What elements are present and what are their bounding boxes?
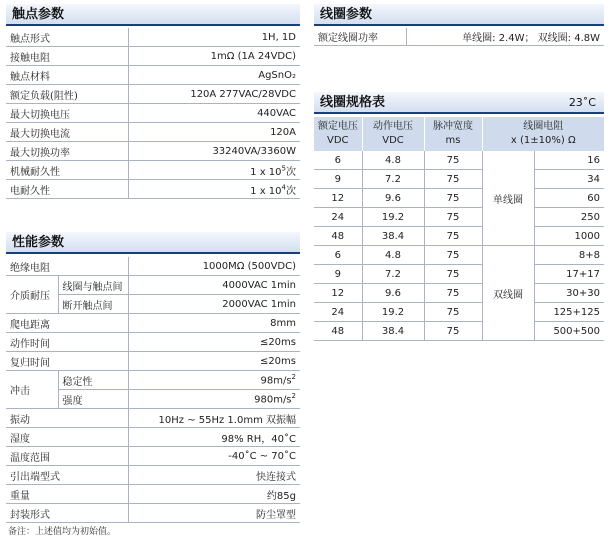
row-sublabel: 断开触点间 — [58, 295, 128, 314]
row-label: 介质耐压 — [6, 276, 58, 314]
row-label: 触点形式 — [6, 28, 128, 47]
value-base: 1 x 10 — [250, 166, 282, 178]
operate-voltage-cell: 19.2 — [362, 303, 424, 322]
pulse-width-cell: 75 — [424, 246, 482, 265]
coil-spec-header — [314, 92, 604, 114]
header-line1: 动作电压 — [373, 121, 413, 132]
rated-voltage-cell: 9 — [314, 170, 362, 189]
table-row — [6, 352, 300, 371]
row-value: 10Hz ~ 55Hz 1.0mm 双振幅 — [128, 409, 300, 428]
rated-voltage-cell: 6 — [314, 151, 362, 170]
performance-params-table — [6, 257, 300, 523]
value-exponent: 4 — [281, 183, 286, 192]
row-value: -40˚C ~ 70˚C — [128, 447, 300, 466]
row-label: 额定负载(阻性) — [6, 85, 128, 104]
row-value: 120A — [128, 123, 300, 142]
rated-voltage-cell: 6 — [314, 246, 362, 265]
table-row — [6, 123, 300, 142]
row-label: 电耐久性 — [6, 180, 128, 199]
row-label: 温度范围 — [6, 447, 128, 466]
rated-voltage-cell: 9 — [314, 265, 362, 284]
row-label: 触点材料 — [6, 66, 128, 85]
table-row — [6, 47, 300, 66]
table-row — [314, 208, 604, 227]
resistance-cell: 60 — [534, 189, 604, 208]
rated-voltage-cell: 12 — [314, 284, 362, 303]
table-row — [6, 428, 300, 447]
table-row — [314, 322, 604, 341]
table-row — [314, 265, 604, 284]
header-line1: 线圈电阻 — [523, 121, 564, 132]
pulse-width-cell: 75 — [424, 170, 482, 189]
table-row — [6, 276, 300, 295]
row-value: 1mΩ (1A 24VDC) — [128, 47, 300, 66]
column-header — [424, 117, 482, 151]
table-row — [6, 485, 300, 504]
pulse-width-cell: 75 — [424, 265, 482, 284]
header-line1: 脉冲宽度 — [433, 121, 473, 132]
coil-power-table — [314, 28, 604, 46]
resistance-cell: 34 — [534, 170, 604, 189]
footnote: 备注：上述值均为初始值。 — [8, 527, 117, 537]
value-exponent: 5 — [281, 164, 286, 173]
table-row — [6, 371, 300, 390]
row-value: ≤20ms — [128, 333, 300, 352]
row-label: 接触电阻 — [6, 47, 128, 66]
row-sublabel: 稳定性 — [58, 371, 128, 390]
table-row — [314, 303, 604, 322]
pulse-width-cell: 75 — [424, 189, 482, 208]
header-line1: 额定电压 — [318, 121, 358, 132]
operate-voltage-cell: 19.2 — [362, 208, 424, 227]
operate-voltage-cell: 4.8 — [362, 246, 424, 265]
row-label: 最大切换电压 — [6, 104, 128, 123]
row-label: 爬电距离 — [6, 314, 128, 333]
resistance-cell: 250 — [534, 208, 604, 227]
value-exponent: 2 — [291, 373, 296, 382]
table-row — [6, 85, 300, 104]
operate-voltage-cell: 4.8 — [362, 151, 424, 170]
header-line2: x (1±10%) Ω — [510, 135, 576, 146]
value-exponent: 2 — [291, 392, 296, 401]
table-row — [6, 180, 300, 199]
row-value: 快连接式 — [128, 466, 300, 485]
operate-voltage-cell: 7.2 — [362, 265, 424, 284]
table-row — [314, 284, 604, 303]
table-row — [6, 409, 300, 428]
operate-voltage-cell: 7.2 — [362, 170, 424, 189]
row-value — [128, 371, 300, 390]
header-line2: VDC — [382, 135, 404, 146]
resistance-cell: 30+30 — [534, 284, 604, 303]
table-row — [6, 447, 300, 466]
row-value: 440VAC — [128, 104, 300, 123]
rated-voltage-cell: 24 — [314, 208, 362, 227]
table-row — [314, 246, 604, 265]
table-row — [6, 466, 300, 485]
row-sublabel: 强度 — [58, 390, 128, 409]
operate-voltage-cell: 9.6 — [362, 189, 424, 208]
contact-section-header — [6, 4, 300, 26]
coil-params-title: 线圈参数 — [320, 7, 373, 22]
resistance-cell: 8+8 — [534, 246, 604, 265]
row-value: 单线圈: 2.4W； 双线圈: 4.8W — [406, 28, 604, 46]
table-row — [6, 161, 300, 180]
resistance-cell: 17+17 — [534, 265, 604, 284]
table-row — [6, 504, 300, 523]
row-value: 防尘罩型 — [128, 504, 300, 523]
coil-type-label: 单线圈 — [482, 151, 534, 246]
row-label: 绝缘电阻 — [6, 257, 128, 276]
row-value — [128, 161, 300, 180]
row-label: 机械耐久性 — [6, 161, 128, 180]
row-value: 约85g — [128, 485, 300, 504]
table-row — [314, 28, 604, 46]
row-label: 额定线圈功率 — [314, 28, 406, 46]
value-unit: 次 — [286, 185, 296, 197]
pulse-width-cell: 75 — [424, 208, 482, 227]
column-header — [482, 117, 604, 151]
row-label: 重量 — [6, 485, 128, 504]
table-row — [314, 170, 604, 189]
coil-params-header — [314, 4, 604, 26]
row-value: AgSnO₂ — [128, 66, 300, 85]
resistance-cell: 125+125 — [534, 303, 604, 322]
rated-voltage-cell: 48 — [314, 227, 362, 246]
contact-section-title: 触点参数 — [12, 7, 65, 22]
rated-voltage-cell: 12 — [314, 189, 362, 208]
pulse-width-cell: 75 — [424, 227, 482, 246]
row-value: 1000MΩ (500VDC) — [128, 257, 300, 276]
table-row — [6, 314, 300, 333]
column-header — [362, 117, 424, 151]
resistance-cell: 1000 — [534, 227, 604, 246]
table-row — [6, 257, 300, 276]
operate-voltage-cell: 9.6 — [362, 284, 424, 303]
row-label: 冲击 — [6, 371, 58, 409]
row-label: 最大切换功率 — [6, 142, 128, 161]
resistance-cell: 500+500 — [534, 322, 604, 341]
performance-section-header — [6, 232, 300, 254]
row-value — [128, 180, 300, 199]
resistance-cell: 16 — [534, 151, 604, 170]
rated-voltage-cell: 24 — [314, 303, 362, 322]
value-base: 98m/s — [260, 375, 292, 387]
pulse-width-cell: 75 — [424, 322, 482, 341]
table-row — [6, 333, 300, 352]
row-label: 封装形式 — [6, 504, 128, 523]
rated-voltage-cell: 48 — [314, 322, 362, 341]
row-value: ≤20ms — [128, 352, 300, 371]
row-label: 最大切换电流 — [6, 123, 128, 142]
table-row — [6, 66, 300, 85]
row-label: 引出端型式 — [6, 466, 128, 485]
column-header — [314, 117, 362, 151]
row-value: 98% RH，40˚C — [128, 428, 300, 447]
row-sublabel: 线圈与触点间 — [58, 276, 128, 295]
header-line2: ms — [445, 135, 461, 146]
value-unit: 次 — [286, 166, 296, 178]
row-label: 振动 — [6, 409, 128, 428]
header-line2: VDC — [326, 135, 349, 146]
table-row — [6, 142, 300, 161]
table-row — [6, 28, 300, 47]
row-value: 120A 277VAC/28VDC — [128, 85, 300, 104]
table-row — [6, 104, 300, 123]
row-label: 动作时间 — [6, 333, 128, 352]
operate-voltage-cell: 38.4 — [362, 227, 424, 246]
coil-type-label: 双线圈 — [482, 246, 534, 341]
value-base: 980m/s — [254, 394, 292, 406]
row-value: 1H, 1D — [128, 28, 300, 47]
contact-params-table — [6, 28, 300, 199]
coil-spec-temperature: 23˚C — [568, 96, 596, 109]
table-row — [314, 151, 604, 170]
row-value: 2000VAC 1min — [128, 295, 300, 314]
table-header-row — [314, 117, 604, 151]
coil-spec-table — [314, 117, 604, 341]
row-label: 湿度 — [6, 428, 128, 447]
row-value: 4000VAC 1min — [128, 276, 300, 295]
performance-section-title: 性能参数 — [12, 235, 65, 250]
row-value: 33240VA/3360W — [128, 142, 300, 161]
value-base: 1 x 10 — [250, 185, 282, 197]
row-value — [128, 390, 300, 409]
row-value: 8mm — [128, 314, 300, 333]
row-label: 复归时间 — [6, 352, 128, 371]
operate-voltage-cell: 38.4 — [362, 322, 424, 341]
coil-spec-title: 线圈规格表 — [320, 95, 386, 110]
pulse-width-cell: 75 — [424, 303, 482, 322]
table-row — [314, 227, 604, 246]
pulse-width-cell: 75 — [424, 151, 482, 170]
table-row — [314, 189, 604, 208]
pulse-width-cell: 75 — [424, 284, 482, 303]
